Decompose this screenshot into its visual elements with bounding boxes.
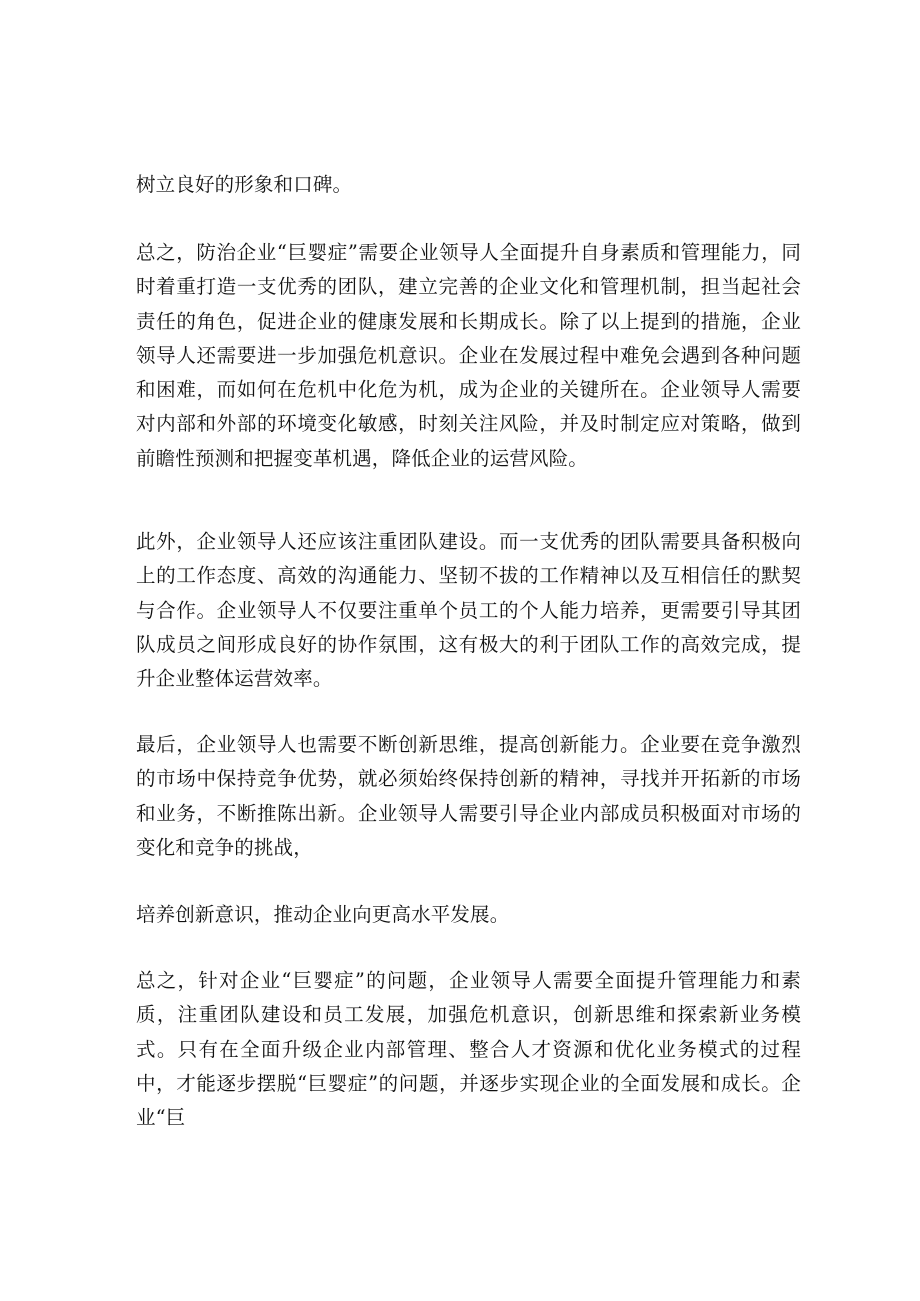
paragraph-4: 最后，企业领导人也需要不断创新思维，提高创新能力。企业要在竞争激烈的市场中保持竞争优势，就必须始终保持创新的精神，寻找并开拓新的市场和业务，不断推陈出新。企业领导人需要引导企业内部成员积极面对市场的变化和竞争的挑战， <box>136 733 801 859</box>
paragraph-1: 树立良好的形象和口碑。 <box>136 173 353 196</box>
paragraph-3: 此外，企业领导人还应该注重团队建设。而一支优秀的团队需要具备积极向上的工作态度、高效的沟通能力、坚韧不拔的工作精神以及互相信任的默契与合作。企业领导人不仅要注重单个员工的个人能力培养，更需要引导其团队成员之间形成良好的协作氛围，这有极大的利于团队工作的高效完成，提升企业整体运营效率。 <box>136 530 801 691</box>
paragraph-5: 培养创新意识，推动企业向更高水平发展。 <box>136 903 510 926</box>
paragraph-2: 总之，防治企业“巨婴症”需要企业领导人全面提升自身素质和管理能力，同时着重打造一支优秀的团队，建立完善的企业文化和管理机制，担当起社会责任的角色，促进企业的健康发展和长期成长。除了以上提到的措施，企业领导人还需要进一步加强危机意识。企业在发展过程中难免会遇到各种问题和困难，而如何在危机中化危为机，成为企业的关键所在。企业领导人需要对内部和外部的环境变化敏感，时刻关注风险，并及时制定应对策略，做到前瞻性预测和把握变革机遇，降低企业的运营风险。 <box>136 241 801 470</box>
paragraph-6: 总之，针对企业“巨婴症”的问题，企业领导人需要全面提升管理能力和素质，注重团队建设和员工发展，加强危机意识，创新思维和探索新业务模式。只有在全面升级企业内部管理、整合人才资源和优化业务模式的过程中，才能逐步摆脱“巨婴症”的问题，并逐步实现企业的全面发展和成长。企业“巨 <box>136 969 801 1130</box>
